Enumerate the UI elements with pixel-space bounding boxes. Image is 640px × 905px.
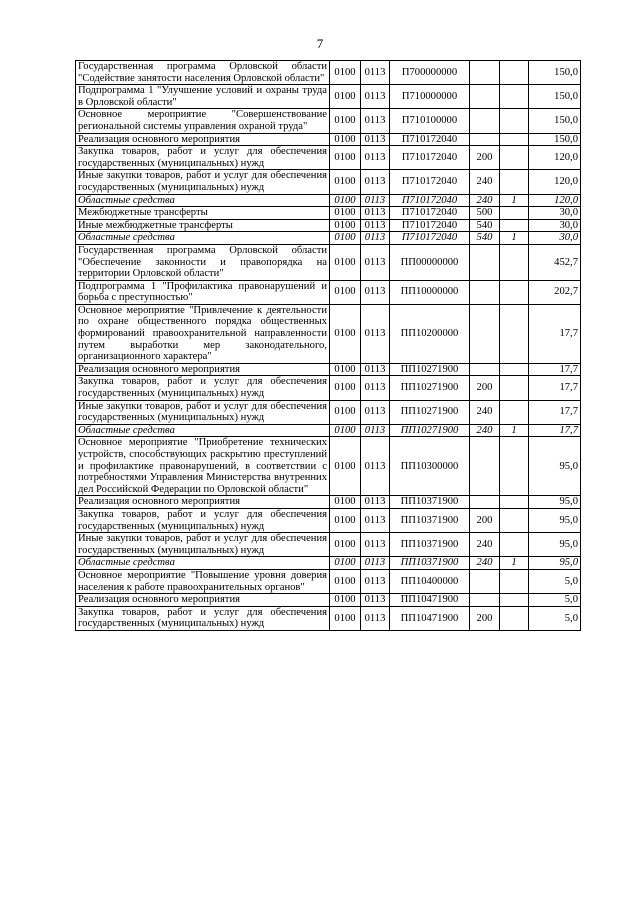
- table-row: [76, 133, 581, 146]
- amount-cell: 17,7: [529, 424, 581, 437]
- section-code-cell: 0100: [330, 557, 361, 570]
- funding-source-code-cell: [500, 606, 529, 630]
- target-article-code-cell: ПП10371900: [390, 508, 470, 532]
- expense-type-code-cell: 200: [470, 376, 500, 400]
- section-code-cell: 0100: [330, 304, 361, 363]
- section-code-cell: 0100: [330, 508, 361, 532]
- target-article-code-cell: П710172040: [390, 219, 470, 232]
- subsection-code-cell: 0113: [361, 207, 390, 220]
- table-row: [76, 400, 581, 424]
- table-row: [76, 508, 581, 532]
- section-code-cell: 0100: [330, 437, 361, 496]
- expense-type-code-cell: [470, 569, 500, 593]
- funding-source-code-cell: [500, 280, 529, 304]
- amount-cell: 202,7: [529, 280, 581, 304]
- funding-source-code-cell: [500, 61, 529, 85]
- expense-type-code-cell: [470, 496, 500, 509]
- amount-cell: 95,0: [529, 508, 581, 532]
- table-row: [76, 496, 581, 509]
- expense-type-code-cell: 200: [470, 508, 500, 532]
- target-article-code-cell: П710172040: [390, 133, 470, 146]
- expense-type-code-cell: 240: [470, 533, 500, 557]
- amount-cell: 5,0: [529, 606, 581, 630]
- target-article-code-cell: П710000000: [390, 85, 470, 109]
- funding-source-code-cell: [500, 376, 529, 400]
- target-article-code-cell: ПП10400000: [390, 569, 470, 593]
- expense-type-code-cell: [470, 363, 500, 376]
- table-row: [76, 569, 581, 593]
- target-article-code-cell: ПП10471900: [390, 606, 470, 630]
- expense-type-code-cell: [470, 109, 500, 133]
- funding-source-code-cell: [500, 304, 529, 363]
- target-article-code-cell: П710172040: [390, 170, 470, 194]
- section-code-cell: 0100: [330, 85, 361, 109]
- row-name-cell: Иные закупки товаров, работ и услуг для обеспечения государственных (муниципальных) нужд: [76, 533, 330, 557]
- subsection-code-cell: 0113: [361, 557, 390, 570]
- subsection-code-cell: 0113: [361, 109, 390, 133]
- row-name-cell: Областные средства: [76, 232, 330, 245]
- row-name-cell: Основное мероприятие "Привлечение к деятельности по охране общественного порядка общественных формирований правоохранительной направленности путем выработки мер законодательного, организационного характера": [76, 304, 330, 363]
- section-code-cell: 0100: [330, 594, 361, 607]
- row-name-cell: Закупка товаров, работ и услуг для обеспечения государственных (муниципальных) нужд: [76, 146, 330, 170]
- table-row: [76, 363, 581, 376]
- table-row: [76, 85, 581, 109]
- row-name-cell: Основное мероприятие "Повышение уровня доверия населения к работе правоохранительных органов": [76, 569, 330, 593]
- table-row: [76, 424, 581, 437]
- subsection-code-cell: 0113: [361, 194, 390, 207]
- section-code-cell: 0100: [330, 400, 361, 424]
- table-row: [76, 304, 581, 363]
- section-code-cell: 0100: [330, 170, 361, 194]
- target-article-code-cell: ПП10271900: [390, 400, 470, 424]
- target-article-code-cell: П710172040: [390, 207, 470, 220]
- funding-source-code-cell: [500, 219, 529, 232]
- amount-cell: 17,7: [529, 304, 581, 363]
- amount-cell: 95,0: [529, 533, 581, 557]
- subsection-code-cell: 0113: [361, 594, 390, 607]
- target-article-code-cell: ПП10271900: [390, 424, 470, 437]
- row-name-cell: Иные закупки товаров, работ и услуг для обеспечения государственных (муниципальных) нужд: [76, 400, 330, 424]
- funding-source-code-cell: [500, 400, 529, 424]
- subsection-code-cell: 0113: [361, 508, 390, 532]
- expense-type-code-cell: 200: [470, 146, 500, 170]
- expense-type-code-cell: [470, 304, 500, 363]
- subsection-code-cell: 0113: [361, 533, 390, 557]
- section-code-cell: 0100: [330, 146, 361, 170]
- funding-source-code-cell: [500, 207, 529, 220]
- section-code-cell: 0100: [330, 219, 361, 232]
- amount-cell: 17,7: [529, 363, 581, 376]
- row-name-cell: Государственная программа Орловской области "Обеспечение законности и правопорядка на территории Орловской области": [76, 244, 330, 280]
- row-name-cell: Иные закупки товаров, работ и услуг для обеспечения государственных (муниципальных) нужд: [76, 170, 330, 194]
- subsection-code-cell: 0113: [361, 61, 390, 85]
- subsection-code-cell: 0113: [361, 244, 390, 280]
- subsection-code-cell: 0113: [361, 146, 390, 170]
- expense-type-code-cell: [470, 133, 500, 146]
- table-row: [76, 219, 581, 232]
- section-code-cell: 0100: [330, 424, 361, 437]
- expense-type-code-cell: 500: [470, 207, 500, 220]
- target-article-code-cell: ПП10271900: [390, 363, 470, 376]
- table-row: [76, 146, 581, 170]
- amount-cell: 95,0: [529, 496, 581, 509]
- row-name-cell: Областные средства: [76, 424, 330, 437]
- row-name-cell: Реализация основного мероприятия: [76, 594, 330, 607]
- funding-source-code-cell: 1: [500, 232, 529, 245]
- expense-type-code-cell: 200: [470, 606, 500, 630]
- funding-source-code-cell: [500, 569, 529, 593]
- expense-type-code-cell: 240: [470, 557, 500, 570]
- target-article-code-cell: ПП10271900: [390, 376, 470, 400]
- expense-type-code-cell: 240: [470, 170, 500, 194]
- subsection-code-cell: 0113: [361, 569, 390, 593]
- expense-type-code-cell: 540: [470, 232, 500, 245]
- target-article-code-cell: ПП10371900: [390, 496, 470, 509]
- amount-cell: 120,0: [529, 146, 581, 170]
- section-code-cell: 0100: [330, 244, 361, 280]
- expense-type-code-cell: 240: [470, 194, 500, 207]
- target-article-code-cell: П710172040: [390, 146, 470, 170]
- row-name-cell: Межбюджетные трансферты: [76, 207, 330, 220]
- section-code-cell: 0100: [330, 207, 361, 220]
- row-name-cell: Подпрограмма 1 "Улучшение условий и охраны труда в Орловской области": [76, 85, 330, 109]
- target-article-code-cell: П710100000: [390, 109, 470, 133]
- expense-type-code-cell: [470, 244, 500, 280]
- funding-source-code-cell: [500, 170, 529, 194]
- row-name-cell: Реализация основного мероприятия: [76, 496, 330, 509]
- amount-cell: 150,0: [529, 61, 581, 85]
- row-name-cell: Подпрограмма 1 "Профилактика правонарушений и борьба с преступностью": [76, 280, 330, 304]
- subsection-code-cell: 0113: [361, 280, 390, 304]
- funding-source-code-cell: [500, 109, 529, 133]
- target-article-code-cell: П700000000: [390, 61, 470, 85]
- funding-source-code-cell: [500, 146, 529, 170]
- row-name-cell: Областные средства: [76, 194, 330, 207]
- target-article-code-cell: ПП10371900: [390, 533, 470, 557]
- table-row: [76, 533, 581, 557]
- target-article-code-cell: ПП10471900: [390, 594, 470, 607]
- expense-type-code-cell: 540: [470, 219, 500, 232]
- funding-source-code-cell: [500, 533, 529, 557]
- subsection-code-cell: 0113: [361, 219, 390, 232]
- table-row: [76, 61, 581, 85]
- table-row: [76, 244, 581, 280]
- amount-cell: 17,7: [529, 400, 581, 424]
- table-row: [76, 232, 581, 245]
- section-code-cell: 0100: [330, 61, 361, 85]
- table-row: [76, 170, 581, 194]
- section-code-cell: 0100: [330, 194, 361, 207]
- funding-source-code-cell: [500, 244, 529, 280]
- row-name-cell: Реализация основного мероприятия: [76, 133, 330, 146]
- amount-cell: 5,0: [529, 594, 581, 607]
- funding-source-code-cell: [500, 437, 529, 496]
- subsection-code-cell: 0113: [361, 496, 390, 509]
- funding-source-code-cell: [500, 85, 529, 109]
- section-code-cell: 0100: [330, 376, 361, 400]
- subsection-code-cell: 0113: [361, 304, 390, 363]
- amount-cell: 30,0: [529, 207, 581, 220]
- target-article-code-cell: П710172040: [390, 232, 470, 245]
- table-row: [76, 280, 581, 304]
- target-article-code-cell: ПП10200000: [390, 304, 470, 363]
- funding-source-code-cell: 1: [500, 557, 529, 570]
- funding-source-code-cell: [500, 496, 529, 509]
- amount-cell: 150,0: [529, 85, 581, 109]
- table-row: [76, 194, 581, 207]
- funding-source-code-cell: [500, 594, 529, 607]
- table-row: [76, 594, 581, 607]
- subsection-code-cell: 0113: [361, 133, 390, 146]
- target-article-code-cell: ПП10000000: [390, 280, 470, 304]
- table-row: [76, 207, 581, 220]
- amount-cell: 30,0: [529, 232, 581, 245]
- section-code-cell: 0100: [330, 280, 361, 304]
- expense-type-code-cell: [470, 437, 500, 496]
- subsection-code-cell: 0113: [361, 437, 390, 496]
- row-name-cell: Областные средства: [76, 557, 330, 570]
- section-code-cell: 0100: [330, 533, 361, 557]
- subsection-code-cell: 0113: [361, 376, 390, 400]
- expense-type-code-cell: 240: [470, 424, 500, 437]
- row-name-cell: Закупка товаров, работ и услуг для обеспечения государственных (муниципальных) нужд: [76, 376, 330, 400]
- section-code-cell: 0100: [330, 363, 361, 376]
- table-row: [76, 606, 581, 630]
- section-code-cell: 0100: [330, 232, 361, 245]
- subsection-code-cell: 0113: [361, 232, 390, 245]
- amount-cell: 150,0: [529, 133, 581, 146]
- row-name-cell: Основное мероприятие "Совершенствование региональной системы управления охраной труда": [76, 109, 330, 133]
- section-code-cell: 0100: [330, 496, 361, 509]
- table-row: [76, 376, 581, 400]
- page-number: 7: [316, 36, 324, 51]
- expense-type-code-cell: [470, 61, 500, 85]
- section-code-cell: 0100: [330, 133, 361, 146]
- amount-cell: 5,0: [529, 569, 581, 593]
- subsection-code-cell: 0113: [361, 363, 390, 376]
- row-name-cell: Закупка товаров, работ и услуг для обеспечения государственных (муниципальных) нужд: [76, 508, 330, 532]
- target-article-code-cell: П710172040: [390, 194, 470, 207]
- section-code-cell: 0100: [330, 569, 361, 593]
- subsection-code-cell: 0113: [361, 424, 390, 437]
- budget-table-body: [76, 61, 581, 631]
- target-article-code-cell: ПП10300000: [390, 437, 470, 496]
- amount-cell: 120,0: [529, 170, 581, 194]
- subsection-code-cell: 0113: [361, 606, 390, 630]
- funding-source-code-cell: [500, 363, 529, 376]
- amount-cell: 30,0: [529, 219, 581, 232]
- expense-type-code-cell: [470, 280, 500, 304]
- table-row: [76, 109, 581, 133]
- funding-source-code-cell: [500, 133, 529, 146]
- row-name-cell: Реализация основного мероприятия: [76, 363, 330, 376]
- funding-source-code-cell: 1: [500, 424, 529, 437]
- amount-cell: 95,0: [529, 557, 581, 570]
- amount-cell: 17,7: [529, 376, 581, 400]
- section-code-cell: 0100: [330, 606, 361, 630]
- amount-cell: 120,0: [529, 194, 581, 207]
- target-article-code-cell: ПП00000000: [390, 244, 470, 280]
- subsection-code-cell: 0113: [361, 85, 390, 109]
- amount-cell: 150,0: [529, 109, 581, 133]
- expense-type-code-cell: [470, 85, 500, 109]
- budget-table: [75, 60, 581, 631]
- row-name-cell: Основное мероприятие "Приобретение технических устройств, способствующих раскрытию преступлений и профилактике правонарушений, в соответствии с потребностями Управления Министерства внутренних дел Российской Федерации по Орловской области": [76, 437, 330, 496]
- expense-type-code-cell: 240: [470, 400, 500, 424]
- row-name-cell: Иные межбюджетные трансферты: [76, 219, 330, 232]
- row-name-cell: Государственная программа Орловской области "Содействие занятости населения Орловской области": [76, 61, 330, 85]
- amount-cell: 452,7: [529, 244, 581, 280]
- table-row: [76, 437, 581, 496]
- expense-type-code-cell: [470, 594, 500, 607]
- row-name-cell: Закупка товаров, работ и услуг для обеспечения государственных (муниципальных) нужд: [76, 606, 330, 630]
- target-article-code-cell: ПП10371900: [390, 557, 470, 570]
- section-code-cell: 0100: [330, 109, 361, 133]
- table-row: [76, 557, 581, 570]
- subsection-code-cell: 0113: [361, 170, 390, 194]
- amount-cell: 95,0: [529, 437, 581, 496]
- subsection-code-cell: 0113: [361, 400, 390, 424]
- funding-source-code-cell: [500, 508, 529, 532]
- funding-source-code-cell: 1: [500, 194, 529, 207]
